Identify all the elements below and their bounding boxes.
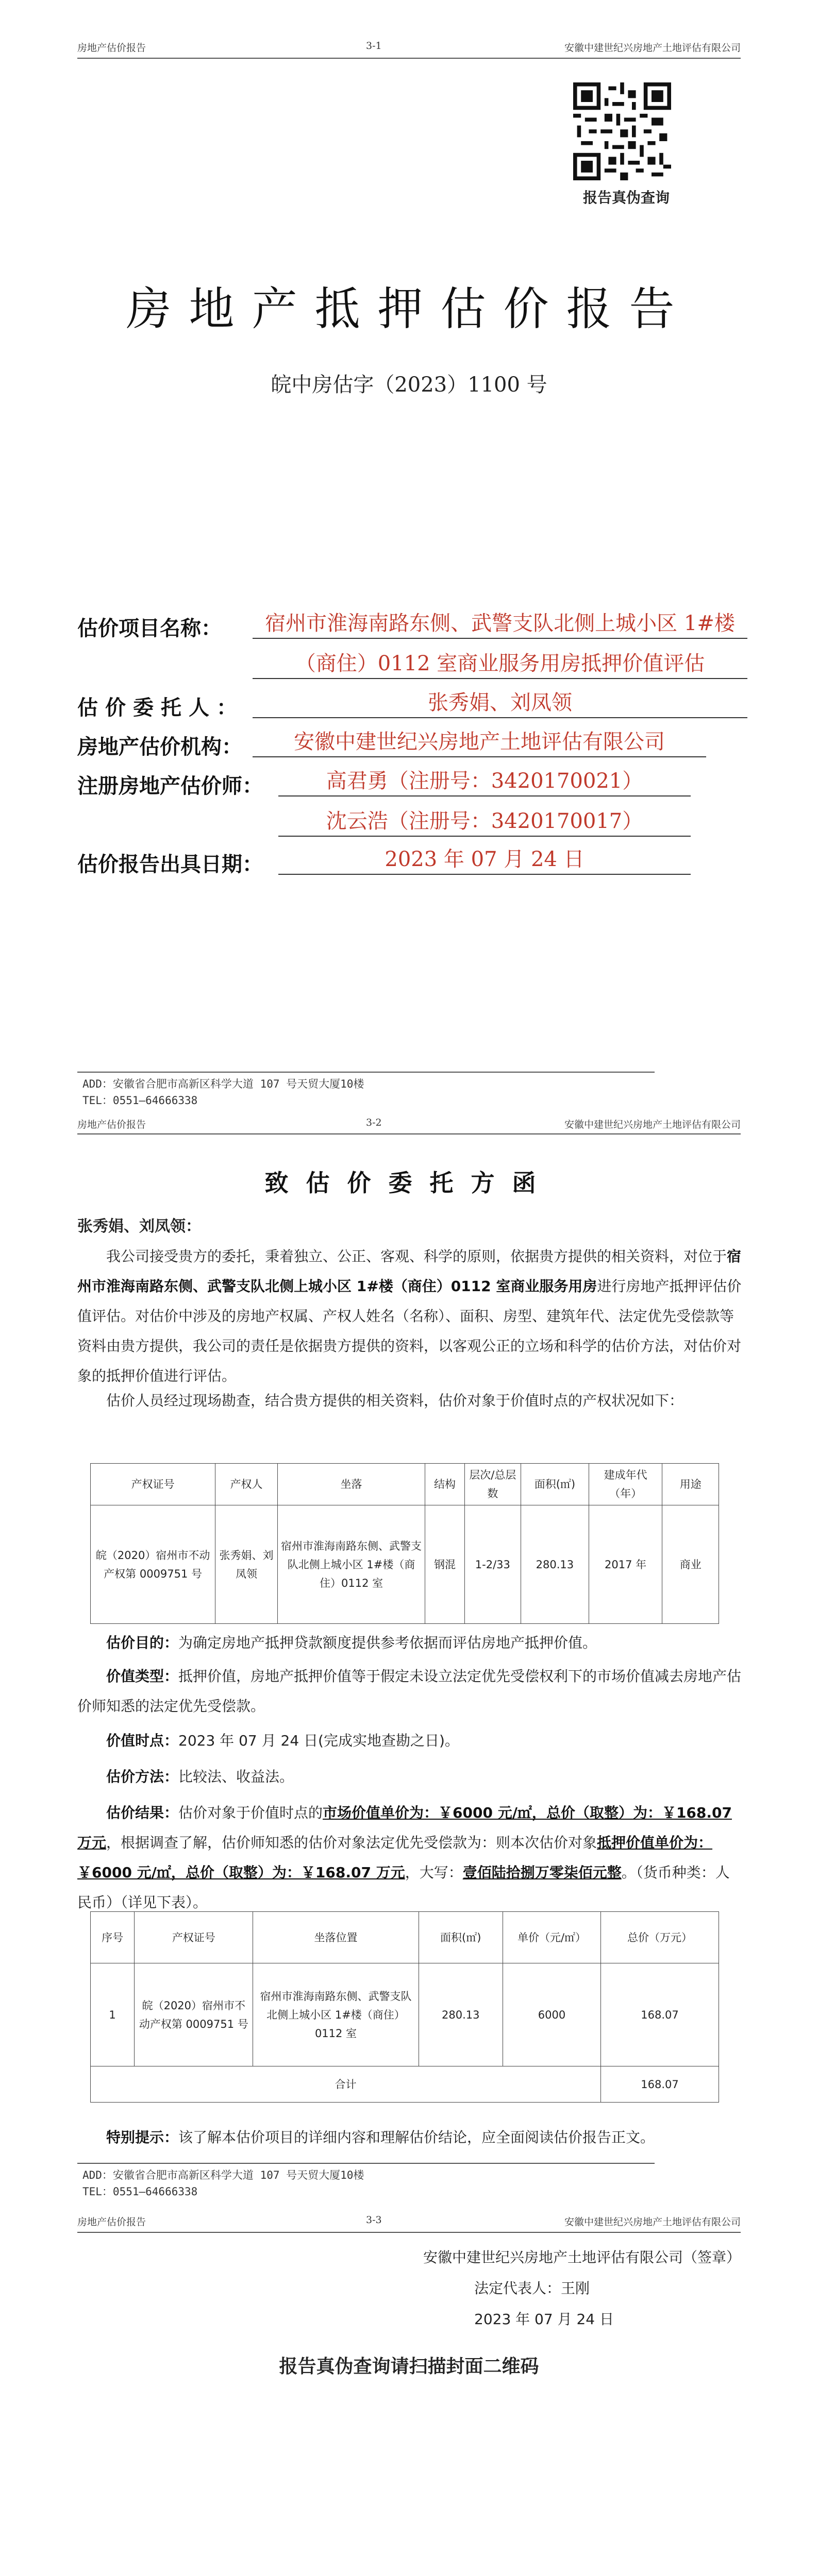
header-rule-3	[77, 2232, 741, 2233]
cell-owner: 张秀娟、刘凤领	[215, 1505, 278, 1624]
th-owner: 产权人	[215, 1464, 278, 1505]
total-row	[91, 2066, 719, 2103]
running-header	[77, 36, 741, 57]
footer	[82, 1076, 364, 1109]
th-year: 建成年代（年）	[589, 1464, 662, 1505]
footer-tel-2: TEL：0551—64666338	[82, 2185, 198, 2198]
page-cover	[0, 0, 818, 1108]
header-right: 安徽中建世纪兴房地产土地评估有限公司	[564, 42, 741, 54]
letter-paragraph-1	[77, 1242, 742, 1391]
footer-2	[82, 2167, 364, 2200]
result-table-header	[91, 1912, 719, 1963]
letter-title: 致估价委托方函	[264, 1169, 554, 1197]
th-structure: 结构	[425, 1464, 464, 1505]
p1-c: 进行房地产抵押评估价值评估。对估价中涉及的房地产权属、产权人姓名（名称）、面积、房型、建筑年代、法定优先受偿款等资料由贵方提供，我公司的责任是依据贵方提供的资料，以客观公正的立场和科学的估价方法，对估价对象的抵押价值进行评估。	[77, 1278, 742, 1384]
th-area-2: 面积(㎡)	[419, 1912, 503, 1963]
total-value: 168.07	[601, 2066, 719, 2103]
result-f: 壹佰陆拾捌万零柒佰元整	[462, 1864, 622, 1881]
result-a: 估价对象于价值时点的	[178, 1804, 323, 1821]
project-value-line1: 宿州市淮海南路东侧、武警支队北侧上城小区 1#楼	[253, 609, 747, 639]
footer-address: ADD：安徽省合肥市高新区科学大道 107 号天贸大厦10楼	[82, 1078, 364, 1090]
agency-value: 安徽中建世纪兴房地产土地评估有限公司	[253, 727, 706, 757]
footer-tel: TEL：0551—64666338	[82, 1094, 198, 1107]
note-text: 该了解本估价项目的详细内容和理解估价结论，应全面阅读估价报告正文。	[178, 2129, 655, 2146]
th-location: 坐落	[277, 1464, 425, 1505]
value-type-line	[77, 1662, 742, 1721]
header-page: 3-1	[366, 40, 382, 52]
note-line	[77, 2123, 742, 2153]
cell-floor: 1-2/33	[464, 1505, 521, 1624]
agency-label: 房地产估价机构：	[77, 735, 242, 759]
result-paragraph	[77, 1798, 742, 1918]
header-left-3: 房地产估价报告	[77, 2216, 146, 2228]
cell-use: 商业	[662, 1505, 719, 1624]
report-title: 房地产抵押估价报告	[126, 282, 692, 335]
th-area: 面积(㎡)	[521, 1464, 589, 1505]
th-cert: 产权证号	[91, 1464, 215, 1505]
purpose-label: 估价目的：	[106, 1634, 179, 1651]
property-table	[90, 1463, 719, 1624]
verify-note: 报告真伪查询请扫描封面二维码	[279, 2356, 539, 2377]
cell-cert-2: 皖（2020）宿州市不动产权第 0009751 号	[135, 1963, 253, 2066]
cell-cert: 皖（2020）宿州市不动产权第 0009751 号	[91, 1505, 215, 1624]
letter-salutation: 张秀娟、刘凤领：	[77, 1217, 201, 1235]
method-line	[77, 1762, 742, 1792]
cell-year: 2017 年	[589, 1505, 662, 1624]
value-point-text: 2023 年 07 月 24 日(完成实地查勘之日)。	[178, 1732, 459, 1749]
cell-area-2: 280.13	[419, 1963, 503, 2066]
project-label: 估价项目名称：	[77, 617, 222, 640]
header-page-3: 3-3	[366, 2214, 382, 2226]
header-left: 房地产估价报告	[77, 42, 146, 54]
method-text: 比较法、收益法。	[178, 1768, 294, 1785]
th-no: 序号	[91, 1912, 135, 1963]
date-label: 估价报告出具日期：	[77, 853, 263, 876]
cell-location-2: 宿州市淮海南路东侧、武警支队北侧上城小区 1#楼（商住）0112 室	[253, 1963, 419, 2066]
table-row	[91, 1963, 719, 2066]
cell-price: 6000	[503, 1963, 600, 2066]
result-table	[90, 1911, 719, 2103]
project-value-line2: （商住）0112 室商业服务用房抵押价值评估	[253, 649, 747, 679]
appraiser-2: 沈云浩（注册号：3420170017）	[278, 807, 691, 837]
header-right-2: 安徽中建世纪兴房地产土地评估有限公司	[564, 1119, 741, 1130]
p1-b: 宿州市淮海南路东侧、武警支队北侧上城小区 1#楼（商住）0112 室商业服务用房	[77, 1248, 742, 1295]
qr-code[interactable]	[573, 82, 671, 180]
qr-caption: 报告真伪查询	[582, 189, 670, 206]
result-g: 。（货币种类：人民币）（详见下表）。	[77, 1864, 730, 1911]
value-point-line	[77, 1726, 742, 1756]
result-b: 市场价值单价为：￥6000 元/㎡，总价（取整）为：￥168.07 万元	[77, 1804, 732, 1851]
value-type-label: 价值类型：	[106, 1668, 179, 1685]
sign-representative: 法定代表人：王刚	[474, 2280, 590, 2297]
client-value: 张秀娟、刘凤领	[253, 688, 747, 718]
p1-a: 我公司接受贵方的委托，秉着独立、公正、客观、科学的原则，依据贵方提供的相关资料，对位于	[106, 1248, 727, 1265]
header-right-3: 安徽中建世纪兴房地产土地评估有限公司	[564, 2216, 741, 2228]
result-e: ，大写：	[405, 1864, 463, 1881]
appraiser-label: 注册房地产估价师：	[77, 774, 263, 798]
th-cert-2: 产权证号	[135, 1912, 253, 1963]
sign-date: 2023 年 07 月 24 日	[474, 2311, 614, 2328]
purpose-text: 为确定房地产抵押贷款额度提供参考依据而评估房地产抵押价值。	[178, 1634, 597, 1651]
footer-address-2: ADD：安徽省合肥市高新区科学大道 107 号天贸大厦10楼	[82, 2169, 364, 2181]
appraiser-1: 高君勇（注册号：3420170021）	[278, 767, 691, 796]
value-point-label: 价值时点：	[106, 1732, 179, 1749]
document-number: 皖中房估字（2023）1100 号	[271, 373, 547, 397]
running-header-2	[77, 1113, 741, 1133]
note-label: 特别提示：	[106, 2129, 179, 2146]
client-label: 估价委托人：	[77, 696, 244, 720]
header-rule-2	[77, 1133, 741, 1134]
cell-no: 1	[91, 1963, 135, 2066]
th-use: 用途	[662, 1464, 719, 1505]
cell-area: 280.13	[521, 1505, 589, 1624]
cell-structure: 钢混	[425, 1505, 464, 1624]
date-value: 2023 年 07 月 24 日	[278, 845, 691, 875]
th-floor: 层次/总层数	[464, 1464, 521, 1505]
cell-total: 168.07	[601, 1963, 719, 2066]
header-page-2: 3-2	[366, 1117, 382, 1128]
header-rule	[77, 58, 741, 59]
header-left-2: 房地产估价报告	[77, 1119, 146, 1130]
cell-location: 宿州市淮海南路东侧、武警支队北侧上城小区 1#楼（商住）0112 室	[277, 1505, 425, 1624]
sign-company: 安徽中建世纪兴房地产土地评估有限公司（签章）	[423, 2249, 741, 2266]
property-table-header	[91, 1464, 719, 1505]
th-price: 单价（元/㎡）	[503, 1912, 600, 1963]
table-row	[91, 1505, 719, 1624]
purpose-line	[77, 1628, 742, 1658]
letter-paragraph-2: 估价人员经过现场勘查，结合贵方提供的相关资料，估价对象于价值时点的产权状况如下：	[106, 1392, 684, 1409]
th-total: 总价（万元）	[601, 1912, 719, 1963]
th-location-2: 坐落位置	[253, 1912, 419, 1963]
result-c: ，根据调查了解，估价师知悉的估价对象法定优先受偿款为：则本次估价对象	[106, 1834, 597, 1851]
method-label: 估价方法：	[106, 1768, 179, 1785]
value-type-text: 抵押价值，房地产抵押价值等于假定未设立法定优先受偿权利下的市场价值减去房地产估价师知悉的法定优先受偿款。	[77, 1668, 742, 1715]
running-header-3	[77, 2210, 741, 2231]
result-label: 估价结果：	[106, 1804, 179, 1821]
total-label: 合计	[91, 2066, 601, 2103]
result-d: 抵押价值单价为：￥6000 元/㎡，总价（取整）为：￥168.07 万元	[77, 1834, 713, 1881]
footer-rule-2	[77, 2163, 655, 2164]
footer-rule	[77, 1072, 655, 1073]
